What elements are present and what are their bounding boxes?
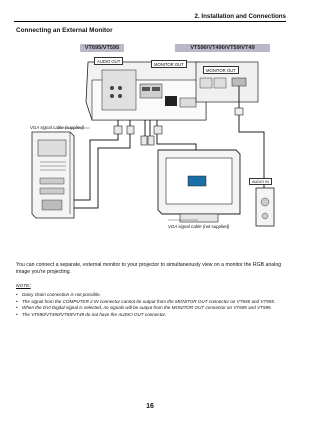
note-item: • The VT590/VT490/VT59/VT49 do not have the AUDIO OUT connector. bbox=[16, 312, 288, 319]
monitor-out-label-right: MONITOR OUT bbox=[203, 66, 239, 74]
model-badge-right: VT590/VT490/VT59/VT49 bbox=[175, 44, 270, 52]
computer-tower-illustration bbox=[32, 132, 74, 218]
notes-list bbox=[16, 292, 288, 318]
header-rule bbox=[14, 21, 286, 22]
vga-supplied-callout: VGA signal cable (supplied) bbox=[30, 125, 85, 130]
note-heading: NOTE: bbox=[16, 284, 31, 289]
note-item: • Daisy chain connection is not possible. bbox=[16, 292, 288, 299]
projector-illustration bbox=[86, 62, 206, 120]
section-title: Connecting an External Monitor bbox=[16, 27, 113, 34]
note-item: • When the DVI Digital signal is selected, no signals will be output from the MONITOR OUT connector on VT695 and VT595. bbox=[16, 305, 288, 312]
speaker-illustration bbox=[256, 188, 274, 226]
audio-out-label: AUDIO OUT bbox=[94, 57, 123, 65]
model-badge-left: VT695/VT595 bbox=[80, 44, 124, 52]
audio-in-label: AUDIO IN bbox=[249, 178, 272, 185]
vga-not-supplied-callout: VGA signal cable (not supplied) bbox=[168, 224, 230, 229]
body-text: You can connect a separate, external monitor to your projector to simultaneously view on a monitor the RGB analog image you're projecting. bbox=[16, 262, 282, 275]
note-item: • The signal from the COMPUTER 2 IN connector cannot be output from the MONITOR OUT connector on VT695 and VT595. bbox=[16, 299, 288, 306]
connection-diagram bbox=[0, 40, 300, 260]
external-monitor-illustration bbox=[158, 150, 240, 222]
monitor-out-label: MONITOR OUT bbox=[151, 60, 187, 68]
chapter-title: 2. Installation and Connections bbox=[194, 13, 286, 20]
page-number: 16 bbox=[146, 403, 154, 410]
